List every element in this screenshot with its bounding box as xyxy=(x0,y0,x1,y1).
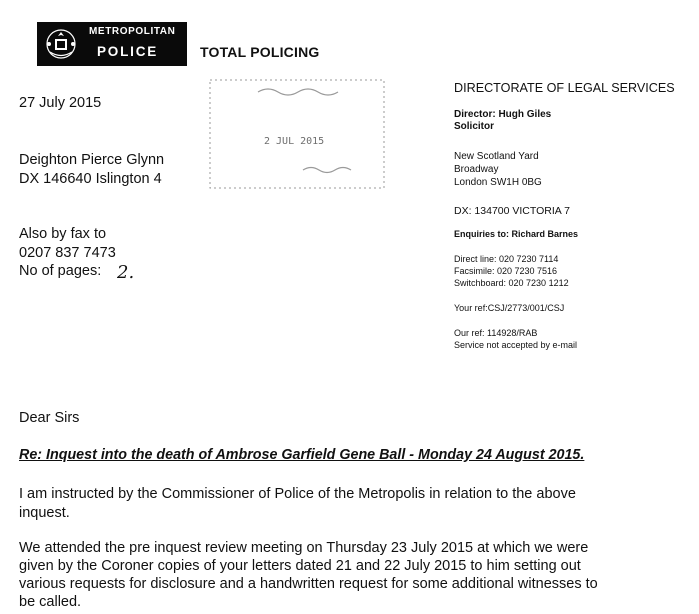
stamp-date: 2 JUL 2015 xyxy=(264,136,325,147)
fax-number: 0207 837 7473 xyxy=(19,245,116,261)
fax-label: Also by fax to xyxy=(19,226,107,242)
paragraph-1-line-1: I am instructed by the Commissioner of Police of the Metropolis in relation to the above xyxy=(19,486,576,502)
recipient-dx: DX 146640 Islington 4 xyxy=(19,171,162,187)
slogan-total-policing: TOTAL POLICING xyxy=(200,44,320,60)
service-note: Service not accepted by e-mail xyxy=(454,340,578,350)
paragraph-1-line-2: inquest. xyxy=(19,505,70,521)
pages-handwritten: 2. xyxy=(117,262,135,283)
subject-line: Re: Inquest into the death of Ambrose Garfield Gene Ball - Monday 24 August 2015. xyxy=(19,447,585,463)
facsimile: Facsimile: 020 7230 7516 xyxy=(454,266,558,276)
sender-dx: DX: 134700 VICTORIA 7 xyxy=(454,205,570,217)
your-reference: Your ref:CSJ/2773/001/CSJ xyxy=(454,303,565,313)
directorate-heading: DIRECTORATE OF LEGAL SERVICES xyxy=(454,81,675,95)
switchboard: Switchboard: 020 7230 1212 xyxy=(454,278,569,288)
paragraph-2-line-1: We attended the pre inquest review meeting on Thursday 23 July 2015 at which we were xyxy=(19,540,589,556)
pages-label: No of pages: xyxy=(19,263,102,279)
director-title: Solicitor xyxy=(454,121,495,132)
address-line-2: Broadway xyxy=(454,164,499,175)
paragraph-2-line-2: given by the Coroner copies of your letters dated 21 and 22 July 2015 to him setting out xyxy=(19,558,581,574)
recipient-name: Deighton Pierce Glynn xyxy=(19,152,165,168)
director-name: Director: Hugh Giles xyxy=(454,109,552,120)
metropolitan-police-logo xyxy=(37,22,187,66)
logo-text-police: POLICE xyxy=(97,44,159,59)
logo-text-metropolitan: METROPOLITAN xyxy=(89,26,176,37)
direct-line: Direct line: 020 7230 7114 xyxy=(454,254,559,264)
address-line-1: New Scotland Yard xyxy=(454,151,539,162)
paragraph-2-line-3: various requests for disclosure and a handwritten request for some additional witnesses to xyxy=(19,576,598,592)
our-reference: Our ref: 114928/RAB xyxy=(454,328,538,338)
letter-date: 27 July 2015 xyxy=(19,95,102,111)
received-stamp xyxy=(208,78,386,190)
address-line-3: London SW1H 0BG xyxy=(454,177,542,188)
salutation: Dear Sirs xyxy=(19,410,80,426)
police-crest-icon xyxy=(41,26,81,62)
enquiries-to: Enquiries to: Richard Barnes xyxy=(454,229,579,239)
paragraph-2-line-4: be called. xyxy=(19,594,82,610)
